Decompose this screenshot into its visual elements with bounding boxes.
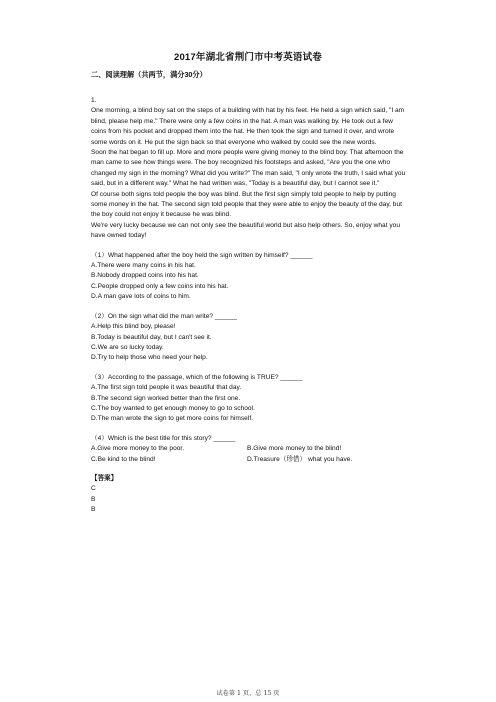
- answer-option: A.Give more money to the poor.: [91, 445, 185, 453]
- question-number: 1.: [91, 97, 97, 104]
- question-stem: （1）What happened after the boy held the sign written by himself? ______: [91, 251, 313, 259]
- spacer: [91, 242, 409, 251]
- answer-option: B.Nobody dropped coins into his hat.: [91, 272, 199, 280]
- answer-value: C: [91, 485, 96, 493]
- option-row: [91, 455, 409, 465]
- answer-option: C.Be kind to the blind!: [91, 455, 156, 463]
- question-stem: （3）According to the passage, which of the following is TRUE? ______: [91, 373, 303, 381]
- question-content: [91, 96, 409, 516]
- answer-option: B.The second sign worked better than the first one.: [91, 394, 241, 402]
- answer-option: D.Try to help those who need your help.: [91, 354, 208, 362]
- question-stem: （4）Which is the best title for this story? ______: [91, 434, 236, 442]
- spacer: [91, 364, 409, 373]
- question-stem: （2）On the sign what did the man write? ______: [91, 312, 237, 320]
- page-footer: 试卷第 1 页，总 15 页: [216, 690, 280, 697]
- section-heading: 二、阅读理解（共两节，满分30分）: [91, 70, 207, 79]
- passage-paragraph: Soon the hat began to fill up. More and more people were giving money to the blind boy. That afternoon the man came to see how things were. The boy recognized his footsteps and asked, "Are you the one who changed my sign in the morning? What did you write?" The man said, "I only wrote the truth, I said what you said, but in a different way." What he had written was, "Today is a beautiful day, but I cannot see it.": [91, 149, 406, 188]
- answer-option: A.The first sign told people it was beautiful that day.: [91, 384, 242, 392]
- answer-option: B.Today is beautiful day, but I can't see it.: [91, 333, 212, 341]
- option-row: [91, 444, 409, 454]
- answer-option: A.Help this blind boy, please!: [91, 323, 176, 331]
- answer-option: D.Treasure（珍惜） what you have.: [247, 455, 353, 463]
- passage-paragraph: Of course both signs told people the boy was blind. But the first sign simply told people to help by putting some money in the hat. The second sign told people that they were able to enjoy the beauty of the day, but the boy could not enjoy it because he was blind.: [91, 190, 402, 219]
- answer-heading: 【答案】: [91, 474, 118, 482]
- passage-paragraph: We're very lucky because we can not only see the beautiful world but also help others. So, enjoy what you have owned today!: [91, 221, 401, 240]
- answer-option: C.We are so lucky today.: [91, 343, 164, 351]
- sub-question-2: [91, 312, 409, 364]
- sub-question-3: [91, 373, 409, 425]
- answer-option: D.A man gave lots of coins to him.: [91, 293, 191, 301]
- answer-option: B.Give more money to the blind!: [247, 445, 342, 453]
- answer-option: C.People dropped only a few coins into his hat.: [91, 282, 229, 290]
- answer-value: B: [91, 506, 96, 514]
- spacer: [91, 425, 409, 434]
- answer-option: D.The man wrote the sign to get more coins for himself.: [91, 415, 253, 423]
- page-title: 2017年湖北省荆门市中考英语试卷: [173, 52, 323, 63]
- answer-option: C.The boy wanted to get enough money to go to school.: [91, 404, 255, 412]
- sub-question-4: [91, 434, 409, 465]
- spacer: [91, 303, 409, 312]
- answer-value: B: [91, 495, 96, 503]
- spacer: [91, 465, 409, 474]
- sub-question-1: [91, 251, 409, 303]
- answer-option: A.There were many coins in his hat.: [91, 262, 196, 270]
- passage-paragraph: One morning, a blind boy sat on the steps of a building with hat by his feet. He held a sign which said, "I am blind, please help me." There were only a few coins in the hat. A man was walking by. He took out a few coins from his pocket and dropped them into the hat. He then took the sign and turned it over, and wrote some words on it. He put the sign back so that everyone who walked by could see the new words.: [91, 107, 405, 146]
